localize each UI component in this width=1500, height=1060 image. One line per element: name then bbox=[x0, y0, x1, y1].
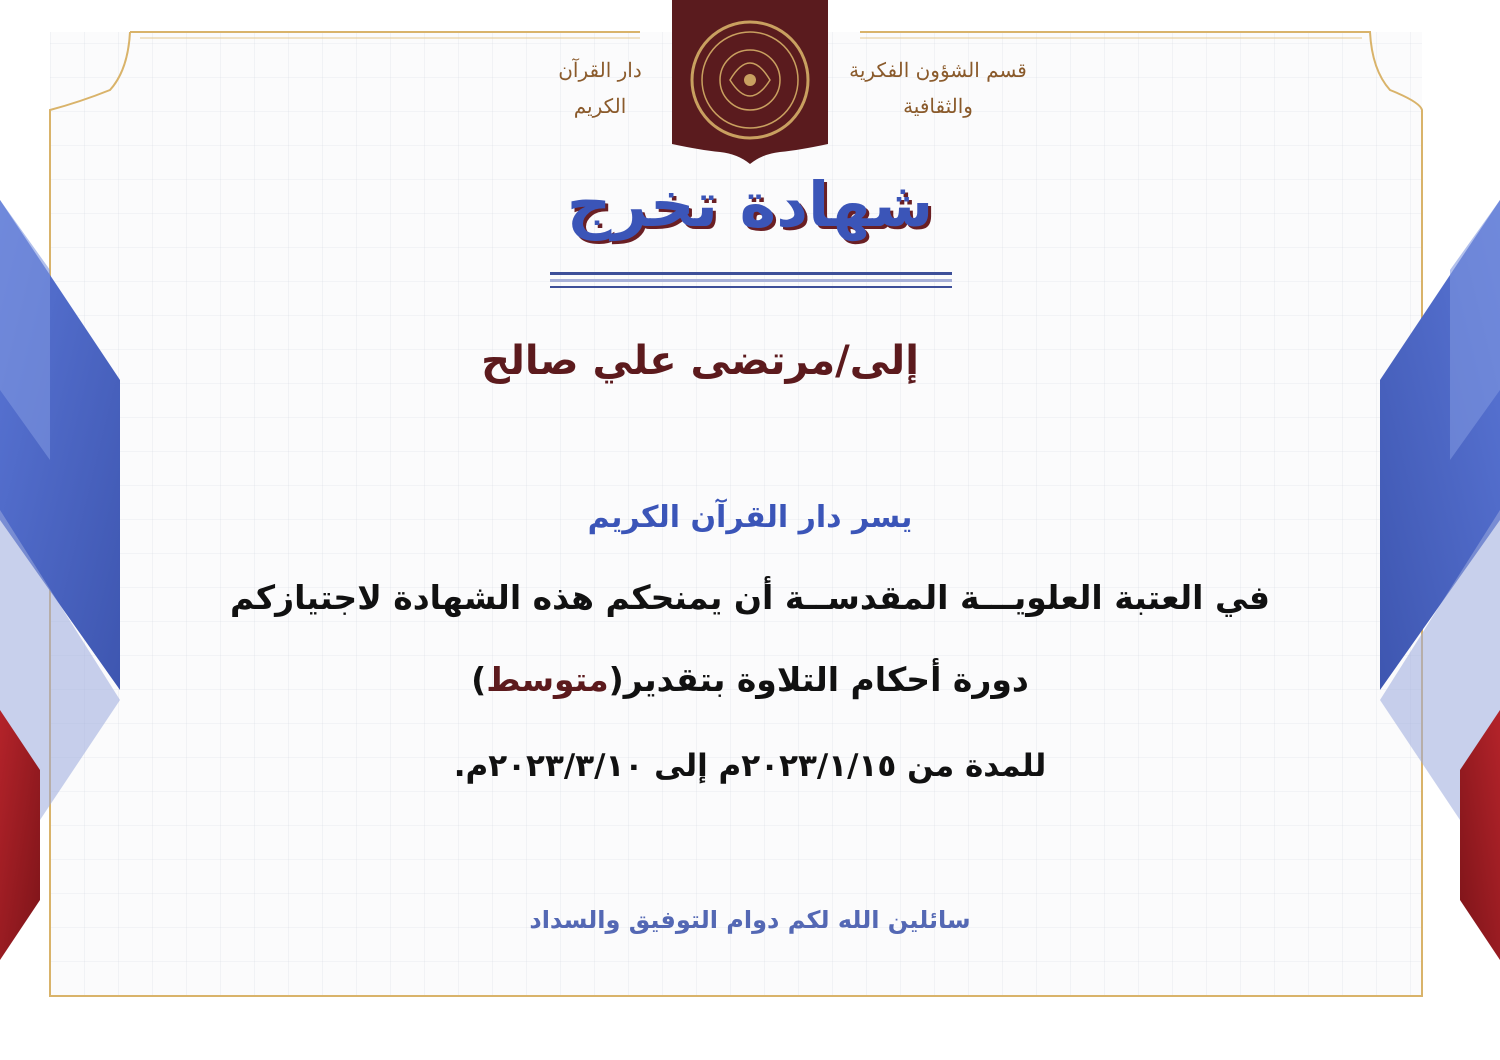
body-line-3 bbox=[300, 660, 1200, 699]
period-line: للمدة من ٢٠٢٣/١/١٥م إلى ٢٠٢٣/٣/١٠م. bbox=[453, 748, 1047, 784]
title-underline bbox=[550, 272, 952, 292]
right-ribbon bbox=[1370, 0, 1500, 1060]
grade-close-paren: ) bbox=[471, 660, 487, 699]
body-line-2: في العتبة العلويـــة المقدســة أن يمنحكم هذه الشهادة لاجتيازكم bbox=[230, 578, 1270, 617]
recipient-name: إلى/مرتضى علي صالح bbox=[481, 338, 919, 384]
shrine-emblem bbox=[672, 0, 828, 164]
department-logo: قسم الشؤون الفكرية والثقافية bbox=[849, 58, 1027, 118]
grade-text: متوسط bbox=[486, 660, 609, 699]
left-ribbon bbox=[0, 0, 130, 1060]
course-text: دورة أحكام التلاوة بتقدير( bbox=[608, 660, 1029, 699]
closing-wish: سائلين الله لكم دوام التوفيق والسداد bbox=[529, 906, 971, 934]
quran-house-logo: دار القرآن الكريم bbox=[558, 58, 642, 118]
body-line-1: يسر دار القرآن الكريم bbox=[587, 500, 913, 535]
certificate-title: شهادة تخرج bbox=[566, 168, 934, 241]
